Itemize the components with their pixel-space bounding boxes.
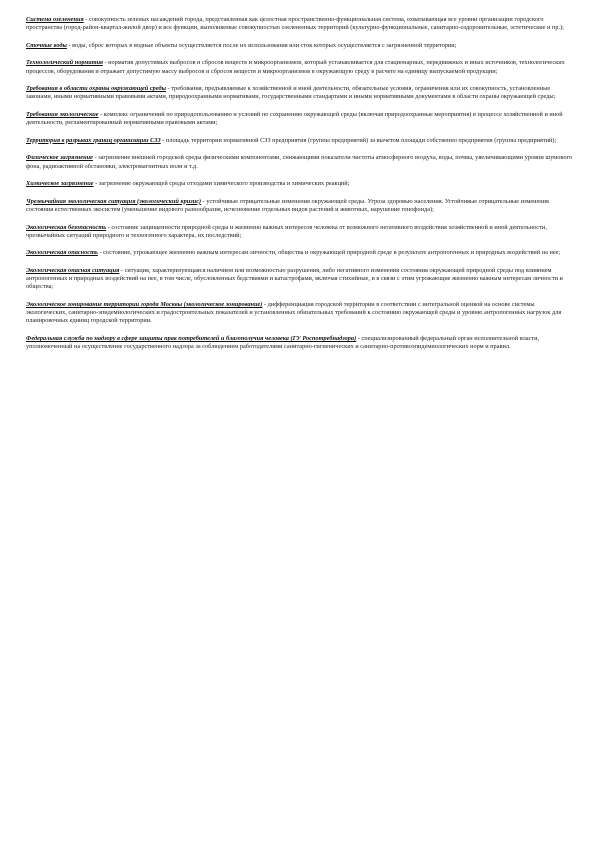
glossary-term: Сточные воды (26, 41, 67, 49)
glossary-definition: - требования, предъявляемые к хозяйственной и иной деятельности, обязательные условия, ограничения или их совокупность, установленные законами, иными нормативными правовыми актами, природоохранными нормативами, государственными стандартами и иными нормативными документами в области охраны окружающей среды; (26, 85, 556, 101)
glossary-definition: - комплекс ограничений по природопользованию и условий по сохранению окружающей среды (включая природоохранные мероприятия) в процессе хозяйственной и иной деятельности, регламентированный нормативными правовыми актами; (26, 110, 563, 127)
glossary-definition: - состояние защищенности природной среды и жизненно важных интересов человека от возможного негативного воздействия хозяйственной и иной деятельности, чрезвычайных ситуаций природного и техногенного характера, их последствий; (26, 223, 547, 239)
glossary-definition: - воды, сброс которых в водные объекты осуществляется после их использования или сток которых осуществляется с загрязненной территории; (66, 41, 457, 49)
glossary-entry (26, 85, 574, 101)
glossary-term: Экологическая опасная ситуация (26, 266, 120, 274)
glossary-definition: - загрязнение окружающей среды отходами химического производства и химических реакций; (93, 180, 350, 188)
glossary-term: Требования экологические (26, 110, 99, 118)
glossary-entry (26, 180, 574, 188)
glossary-entry (26, 301, 574, 326)
glossary-entry (26, 335, 574, 351)
glossary-term: Федеральная служба по надзору в сфере защиты прав потребителей и благополучия человека (ГУ Роспотребнадзора) (26, 334, 357, 342)
glossary-term: Система озеленения (26, 16, 84, 23)
glossary-definition: - загрязнение внешней городской среды физическими компонентами, снижающими показатели чистоты атмосферного воздуха, воды, почвы, увеличивающими уровни шумового фона, радиоактивной обстановки, электромагнитных волн и т.д. (26, 154, 573, 170)
glossary-entry (26, 16, 574, 32)
glossary-definition: - состояние, угрожающее жизненно важным интересам личности, общества и окружающей природной среде в результате антропогенных и природных воздействий на нее; (97, 249, 561, 257)
glossary-entry (26, 198, 574, 214)
glossary-definition: - ситуация, характеризующаяся наличием или возможностью разрушения, либо негативного изменения состояния окружающей природной среды под влиянием антропогенных и природных воздействий на нее, в том числе, обусловленных бедствиями и катастрофами, включая стихийные, и в связи с этим угрожающие жизненно важным интересам личности и общества; (26, 266, 563, 291)
glossary-definition: - устойчивые отрицательные изменения окружающей среды. Угроза здоровью населения. Устойчивые отрицательные изменения состояния естественных экосистем (уменьшение видового разнообразия, исчезновение отдельных видов растений и животных, нарушение генофонда); (26, 197, 549, 213)
glossary-definition: - совокупность зеленых насаждений города, представленная как целостная пространственно-функциональная система, охватывающая все уровни организации городского пространства (город-район-квартал-жилой двор) и все функции, выполняемые совокупностью озелененных территорий (культурно-функциональные, санитарно-оздоровительные, эстетические и пр.); (26, 16, 564, 32)
glossary-entry (26, 42, 574, 50)
glossary-definition: - норматив допустимых выбросов и сбросов веществ и микроорганизмов, который устанавливается для стационарных, передвижных и иных источников, технологических процессов, оборудования и отражает допустимую массу выбросов и сбросов веществ и микроорганизмов в окружающую среду в расчете на единицу выпускаемой продукции; (26, 59, 565, 75)
glossary-entry (26, 137, 574, 145)
glossary-entry (26, 224, 574, 240)
glossary-term: Технологический норматив (26, 59, 103, 67)
glossary-term: Территория в разрывах границ организации СЗЗ (26, 136, 161, 144)
glossary-term: Химическое загрязнение (26, 180, 94, 188)
glossary-entry (26, 154, 574, 170)
glossary-term: Экологическая безопасность (26, 223, 107, 231)
glossary-term: Экологическое зонирование территории города Москвы (экологическое зонирование) (26, 300, 263, 308)
glossary-term: Физическое загрязнение (26, 154, 93, 162)
glossary-entry (26, 249, 574, 257)
glossary-definition: - специализированный федеральный орган исполнительной власти, уполномоченный на осуществление государственного надзора за соблюдением работодателями санитарно-гигиенических и санитарно-противоэпидемиологических норм и правил. (26, 334, 540, 351)
document-page (26, 16, 574, 361)
glossary-definition: - дифференциация городской территории в соответствии с интегральной оценкой на основе системы экологических, санитарно-эпидемиологических и градостроительных показателей и установленных обязательных требований к состоянию окружающей среды и уровню антропогенных нагрузок для планировочных единиц городской территории. (26, 300, 562, 325)
glossary-entry (26, 267, 574, 292)
glossary-term: Чрезвычайная экологическая ситуация (экологический кризис) (26, 197, 202, 205)
glossary-entry (26, 59, 574, 75)
glossary-definition: - площадь территории нормативной СЗЗ предприятия (группы предприятий) за вычетом площади собственно предприятия (группы предприятий); (160, 136, 557, 144)
glossary-entry (26, 111, 574, 127)
glossary-term: Требования в области охраны окружающей среды (26, 85, 166, 93)
glossary-term: Экологическая опасность (26, 249, 98, 257)
